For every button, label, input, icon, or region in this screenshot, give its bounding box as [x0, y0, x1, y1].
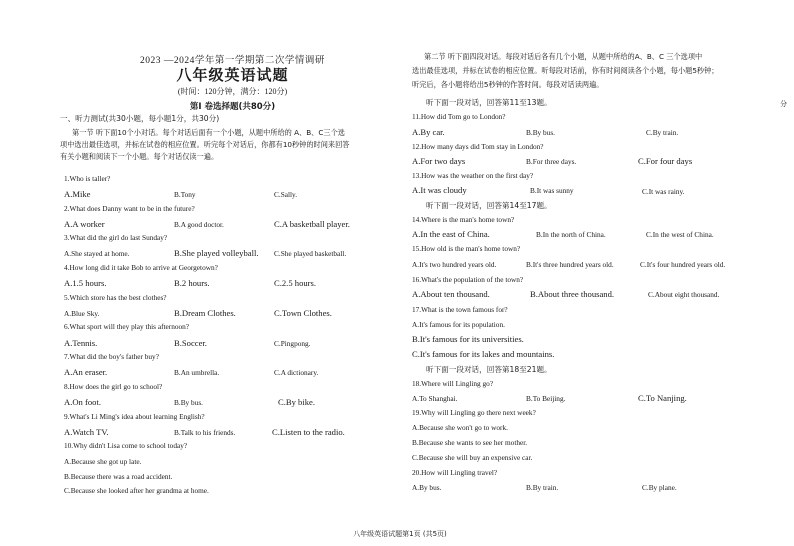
option-a: A.Mike	[64, 189, 91, 199]
option-c: C.Sally.	[274, 190, 298, 199]
question-2: 2.What does Danny want to be in the future?	[64, 204, 195, 213]
part1-intro-line: 第一节 听下面10个小对话。每个对话后面有一个小题，从题中所给的 A、B、C三个选	[72, 128, 345, 137]
option-c: C.In the west of China.	[646, 230, 714, 239]
dialogue-heading: 听下面一段对话，回答第14至17题。	[426, 201, 552, 210]
question-8: 8.How does the girl go to school?	[64, 382, 163, 391]
time-score-line: (时间：120分钟，满分：120分)	[177, 87, 288, 96]
option-b: B.It's three hundred years old.	[526, 260, 614, 269]
question-5: 5.Which store has the best clothes?	[64, 293, 167, 302]
option-c: C.Pingpong.	[274, 339, 311, 348]
option-a: A.On foot.	[64, 397, 101, 407]
option-a: A.She stayed at home.	[64, 249, 130, 258]
option-a: A.For two days	[412, 156, 466, 166]
option-a: A.1.5 hours.	[64, 278, 107, 288]
question-4: 4.How long did it take Bob to arrive at Georgetown?	[64, 263, 218, 272]
option-c: C.It's four hundred years old.	[640, 260, 726, 269]
option-a: A.It was cloudy	[412, 185, 467, 195]
page-title: 八年级英语试题	[176, 66, 289, 84]
question-20: 20.How will Lingling travel?	[412, 468, 498, 477]
option-c: C.Listen to the radio.	[272, 427, 345, 437]
question-9: 9.What's Li Ming's idea about learning English?	[64, 412, 205, 421]
option-a: A.Tennis.	[64, 338, 98, 348]
option-b: B.Soccer.	[174, 338, 207, 348]
option-a: A.Because she got up late.	[64, 457, 142, 466]
option-b: B.It was sunny	[530, 186, 574, 195]
option-b: B.She played volleyball.	[174, 248, 259, 258]
option-c: C.Because she will buy an expensive car.	[412, 453, 533, 462]
option-c: C.She played basketball.	[274, 249, 347, 258]
section-two-intro: 听完后，各小题将给出5秒钟的作答时间。每段对话读两遍。	[412, 80, 604, 89]
option-c: C.To Nanjing.	[638, 393, 687, 403]
part-one-heading: 第I 卷选择题(共80分)	[189, 102, 276, 112]
option-b: B.2 hours.	[174, 278, 210, 288]
option-a: A.By bus.	[412, 483, 442, 492]
question-10: 10.Why didn't Lisa come to school today?	[64, 441, 188, 450]
side-mark: 分	[780, 100, 787, 108]
option-a: A.In the east of China.	[412, 229, 490, 239]
option-a: A.An eraser.	[64, 367, 108, 377]
question-14: 14.Where is the man's home town?	[412, 215, 515, 224]
question-13: 13.How was the weather on the first day?	[412, 171, 534, 180]
question-18: 18.Where will Lingling go?	[412, 379, 494, 388]
option-c: C.For four days	[638, 156, 693, 166]
option-c: C.It's famous for its lakes and mountains.	[412, 349, 555, 359]
option-b: B.In the north of China.	[536, 230, 606, 239]
option-a: A.It's famous for its population.	[412, 320, 505, 329]
option-a: A.Watch TV.	[64, 427, 109, 437]
option-a: A.About ten thousand.	[412, 289, 490, 299]
question-6: 6.What sport will they play this afternoon?	[64, 322, 190, 331]
option-c: C.It was rainy.	[642, 187, 685, 196]
part1-intro-line: 有关小题和阅读下一个小题。每个对话仅读一遍。	[60, 152, 219, 161]
question-19: 19.Why will Lingling go there next week?	[412, 408, 536, 417]
option-b: B.About three thousand.	[530, 289, 615, 299]
option-b: B.For three days.	[526, 157, 577, 166]
dialogue-heading: 听下面一段对话，回答第18至21题。	[426, 365, 552, 374]
option-b: B.A good doctor.	[174, 220, 224, 229]
option-b: B.By bus.	[526, 128, 555, 137]
option-a: A.A worker	[64, 219, 105, 229]
option-a: A.Blue Sky.	[64, 309, 100, 318]
question-3: 3.What did the girl do last Sunday?	[64, 233, 168, 242]
part1-intro-line: 项中选出最佳选项，并标在试卷的相应位置。听完每个对话后，你都有10秒钟的时间来回答	[60, 140, 350, 149]
question-1: 1.Who is taller?	[64, 174, 111, 183]
option-c: C.2.5 hours.	[274, 278, 317, 288]
section-one-heading: 一、听力测试(共30小题，每小题1分，共30分)	[60, 114, 220, 123]
option-a: A.It's two hundred years old.	[412, 260, 497, 269]
option-c: C.By plane.	[642, 483, 677, 492]
option-a: A.By car.	[412, 127, 445, 137]
question-7: 7.What did the boy's father buy?	[64, 352, 159, 361]
option-b: B.Talk to his friends.	[174, 428, 236, 437]
section-two-intro: 第二节 听下面四段对话。每段对话后各有几个小题，从题中所给的A、B、C 三个选项中	[424, 52, 703, 61]
option-a: A.To Shanghai.	[412, 394, 458, 403]
year-line: 2023 —2024学年第一学期第二次学情调研	[140, 56, 325, 66]
option-b: B.By bus.	[174, 398, 203, 407]
option-b: B.Because there was a road accident.	[64, 472, 173, 481]
dialogue-heading: 听下面一段对话，回答第11至13题。	[426, 98, 552, 107]
question-17: 17.What is the town famous for?	[412, 305, 508, 314]
option-b: B.It's famous for its universities.	[412, 334, 524, 344]
option-c: C.By bike.	[278, 397, 316, 407]
question-11: 11.How did Tom go to London?	[412, 112, 506, 121]
section-two-intro: 选出最佳选项，并标在试卷的相应位置。听每段对话前，你有时间阅读各个小题，每小题5秒钟；	[412, 66, 719, 75]
page-footer: 八年级英语试题第1页 (共5页)	[353, 530, 447, 538]
question-12: 12.How many days did Tom stay in London?	[412, 142, 544, 151]
option-c: C.About eight thousand.	[648, 290, 720, 299]
question-16: 16.What's the population of the town?	[412, 275, 524, 284]
option-c: C.By train.	[646, 128, 679, 137]
option-c: C.Town Clothes.	[274, 308, 332, 318]
question-15: 15.How old is the man's home town?	[412, 244, 521, 253]
option-b: B.Because she wants to see her mother.	[412, 438, 528, 447]
option-c: C.A dictionary.	[274, 368, 319, 377]
option-b: B.An umbrella.	[174, 368, 220, 377]
option-c: C.A basketball player.	[274, 219, 350, 229]
option-b: B.By train.	[526, 483, 559, 492]
option-b: B.Dream Clothes.	[174, 308, 236, 318]
option-c: C.Because she looked after her grandma at home.	[64, 486, 209, 495]
option-a: A.Because she won't go to work.	[412, 423, 508, 432]
option-b: B.To Beijing.	[526, 394, 566, 403]
option-b: B.Tony	[174, 190, 196, 199]
